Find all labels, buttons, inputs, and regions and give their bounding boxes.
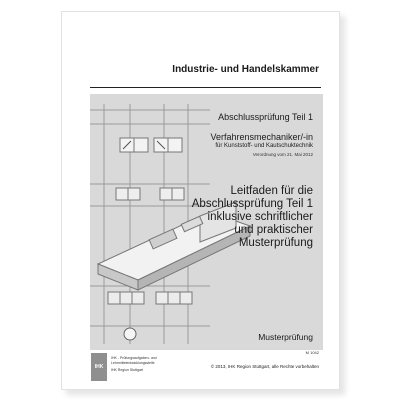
guide-line: und praktischer <box>234 224 313 236</box>
regulation-line: Verordnung vom 21. Mai 2012 <box>252 152 313 157</box>
profession-title: Verfahrensmechaniker/-in <box>210 132 313 142</box>
guide-line: Leitfaden für die <box>230 185 313 197</box>
specialization-line: für Kunststoff- und Kautschuktechnik <box>215 143 313 149</box>
title-rule <box>90 87 321 88</box>
publisher-line: Lehrmittelentwicklungsstelle <box>111 361 155 365</box>
guide-title <box>192 185 313 250</box>
organization-title: Industrie- und Handelskammer <box>172 64 319 75</box>
cover-illustration-panel <box>90 94 323 350</box>
publisher-line: IHK Region Stuttgart <box>111 368 144 372</box>
sample-exam-label: Musterprüfung <box>258 332 313 342</box>
exam-title: Abschlussprüfung Teil 1 <box>218 112 313 122</box>
ihk-logo: IHK <box>91 353 107 381</box>
publisher-line: IHK - Prüfungsaufgaben- und <box>111 356 157 360</box>
copyright-notice: © 2013, IHK Region Stuttgart, alle Rechte vorbehalten <box>210 364 319 369</box>
guide-line: inklusive schriftlicher <box>207 211 313 223</box>
document-cover <box>61 11 340 390</box>
guide-line: Abschlussprüfung Teil 1 <box>191 198 313 210</box>
document-code: M 1042 <box>305 350 319 355</box>
guide-line: Musterprüfung <box>238 237 313 249</box>
